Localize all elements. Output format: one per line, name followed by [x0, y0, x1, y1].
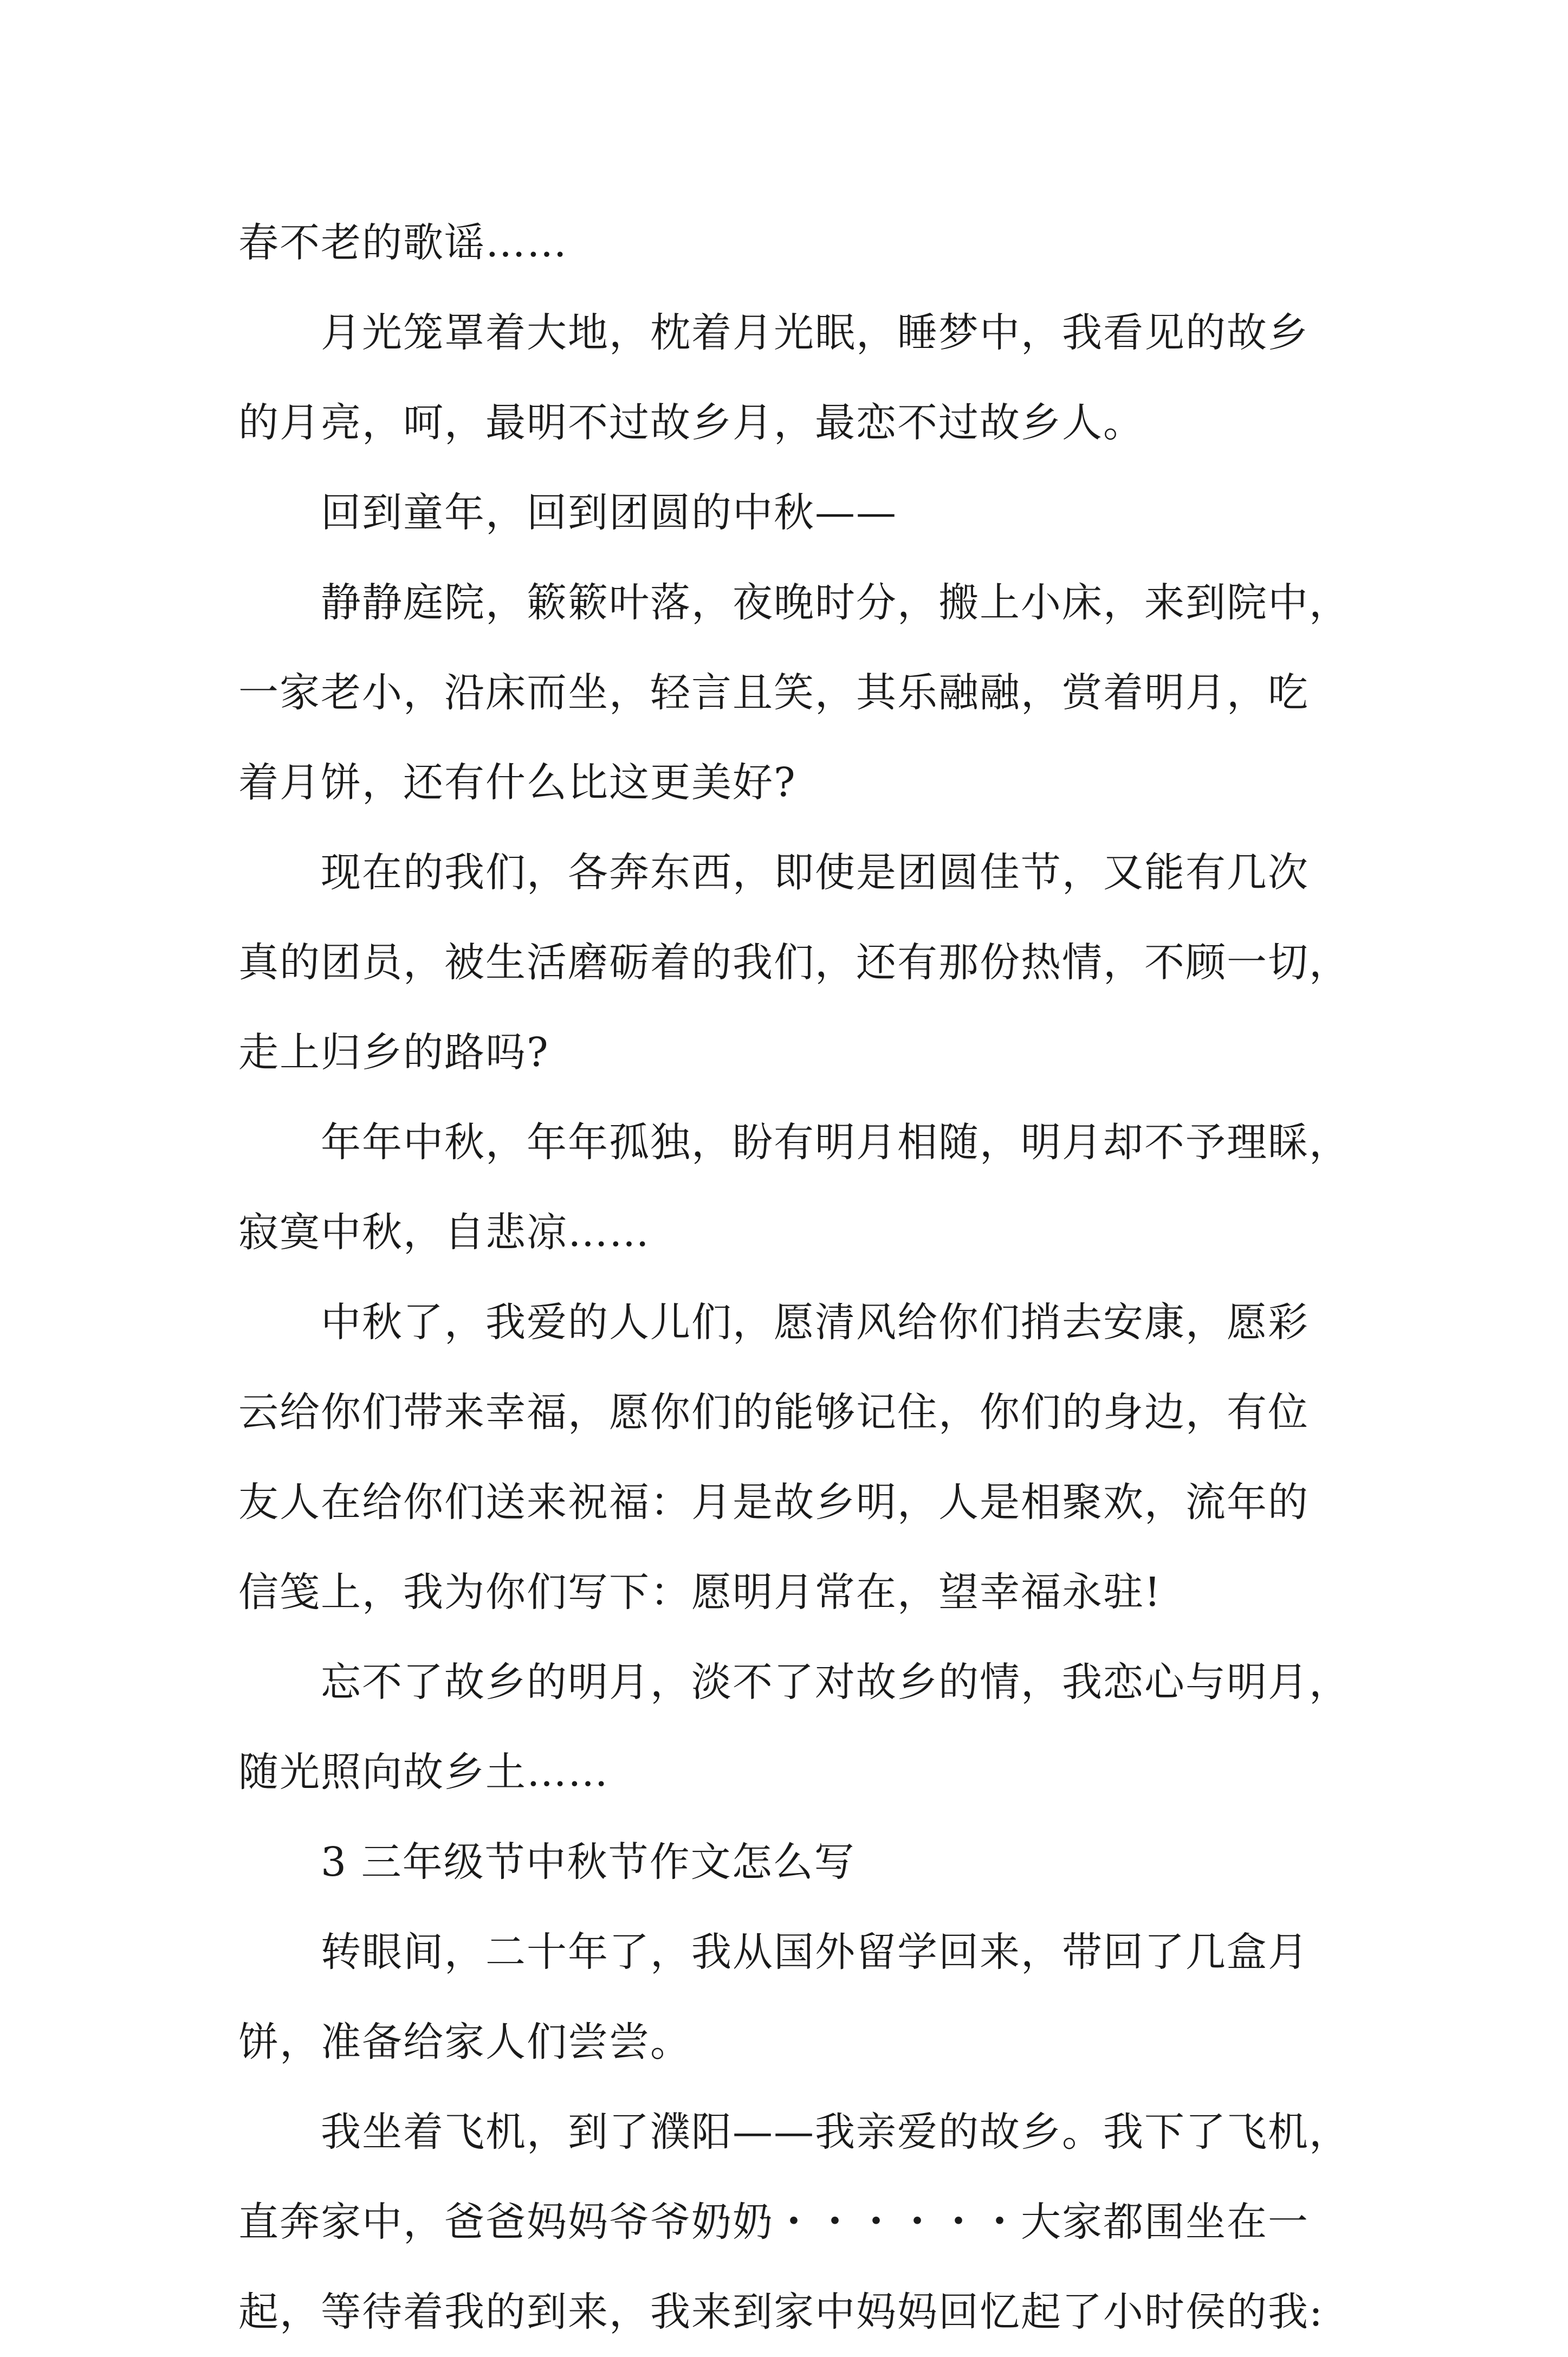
text-line: 云给你们带来幸福，愿你们的能够记住，你们的身边，有位	[238, 1389, 1309, 1436]
body-text	[238, 198, 1350, 2357]
text-line: 起，等待着我的到来，我来到家中妈妈回忆起了小时侯的我:	[238, 2289, 1324, 2335]
text-line: 月光笼罩着大地，枕着月光眠，睡梦中，我看见的故乡	[321, 309, 1309, 356]
section-heading: 3 三年级节中秋节作文怎么写	[321, 1839, 856, 1885]
text-line: 真的团员，被生活磨砺着的我们，还有那份热情，不顾一切，	[238, 939, 1350, 986]
text-line: 静静庭院，簌簌叶落，夜晚时分，搬上小床，来到院中，	[321, 579, 1350, 626]
text-line: 年年中秋，年年孤独，盼有明月相随，明月却不予理睬，	[321, 1119, 1350, 1166]
text-line: 春不老的歌谣……	[238, 219, 568, 266]
text-line: 我坐着飞机，到了濮阳——我亲爱的故乡。我下了飞机，	[321, 2109, 1350, 2155]
text-line: 寂寞中秋，自悲凉……	[238, 1209, 650, 1256]
text-line: 忘不了故乡的明月，淡不了对故乡的情，我恋心与明月，	[321, 1659, 1350, 1706]
text-line: 一家老小，沿床而坐，轻言且笑，其乐融融，赏着明月，吃	[238, 669, 1309, 716]
text-line: 现在的我们，各奔东西，即使是团圆佳节，又能有几次	[321, 849, 1309, 896]
text-line: 饼，准备给家人们尝尝。	[238, 2019, 691, 2065]
text-line: 着月饼，还有什么比这更美好?	[238, 759, 796, 806]
text-line: 友人在给你们送来祝福：月是故乡明，人是相聚欢，流年的	[238, 1479, 1309, 1526]
text-line: 随光照向故乡土……	[238, 1749, 609, 1796]
text-line: 直奔家中，爸爸妈妈爷爷奶奶・・・・・・大家都围坐在一	[238, 2199, 1309, 2245]
text-line: 信笺上，我为你们写下：愿明月常在，望幸福永驻!	[238, 1569, 1162, 1616]
text-line: 的月亮，呵，最明不过故乡月，最恋不过故乡人。	[238, 399, 1144, 446]
text-line: 转眼间，二十年了，我从国外留学回来，带回了几盒月	[321, 1929, 1309, 1975]
text-line: 回到童年，回到团圆的中秋——	[321, 489, 897, 536]
text-line: 走上归乡的路吗?	[238, 1029, 549, 1076]
text-line: 中秋了，我爱的人儿们，愿清风给你们捎去安康，愿彩	[321, 1299, 1309, 1346]
